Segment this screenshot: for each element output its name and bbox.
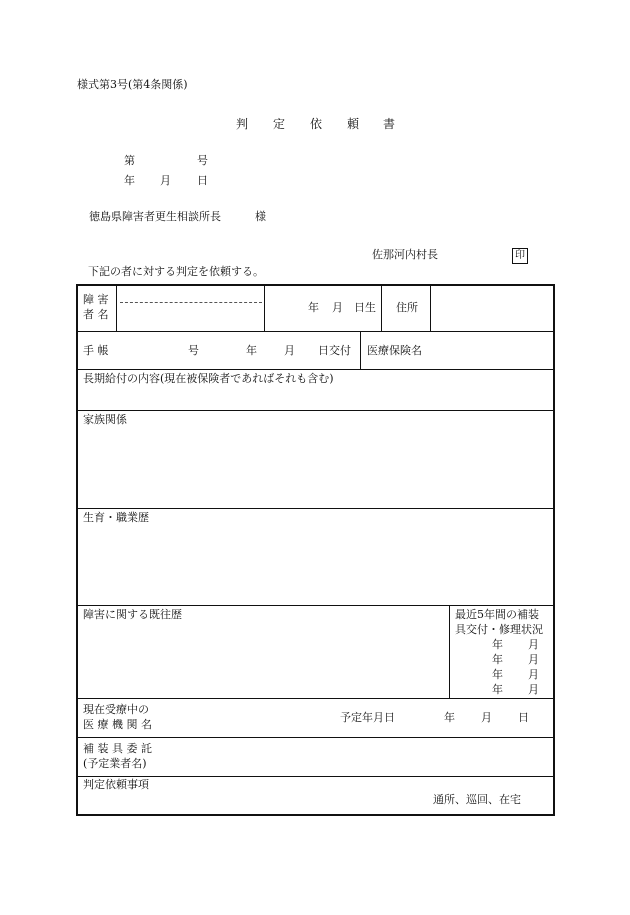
pension-label: 長期給付の内容(現在被保険者であればそれも含む) (83, 372, 334, 385)
entrust-label-line2: (予定業者名) (83, 757, 147, 770)
addressee-name: 徳島県障害者更生相談所長 (89, 210, 221, 223)
request-options: 通所、巡回、在宅 (433, 793, 521, 806)
doc-number-dai: 第 (124, 154, 135, 167)
person-label-line1: 障 害 (83, 293, 109, 306)
request-label: 判定依頼事項 (83, 778, 149, 791)
equipment-year: 年 (492, 653, 503, 666)
notebook-go: 号 (188, 344, 199, 357)
planned-date-label: 予定年月日 (340, 711, 395, 724)
seal-mark: 印 (512, 248, 528, 264)
birth-year: 年 (308, 301, 319, 314)
equipment-month: 月 (528, 638, 539, 651)
title-char: 書 (383, 117, 396, 131)
equipment-month: 月 (528, 683, 539, 696)
intro-text: 下記の者に対する判定を依頼する。 (88, 265, 264, 278)
addressee-honorific: 様 (255, 210, 266, 223)
equipment-year: 年 (492, 668, 503, 681)
doc-number-go: 号 (197, 154, 208, 167)
person-label-line2: 者 名 (83, 308, 109, 321)
date-year: 年 (124, 174, 135, 187)
equipment-month: 月 (528, 668, 539, 681)
date-day: 日 (197, 174, 208, 187)
treatment-label-line1: 現在受療中の (83, 703, 149, 716)
equipment-month: 月 (528, 653, 539, 666)
history-label: 障害に関する既往歴 (83, 608, 182, 621)
equipment-year: 年 (492, 638, 503, 651)
insurance-label: 医療保険名 (367, 344, 422, 357)
title-char: 判 (236, 117, 249, 131)
title-char: 依 (310, 117, 323, 131)
date-month: 月 (160, 174, 171, 187)
sender-name: 佐那河内村長 (372, 248, 438, 261)
address-label: 住所 (396, 301, 418, 314)
notebook-label: 手 帳 (83, 344, 109, 357)
birth-day: 日生 (354, 301, 376, 314)
career-label: 生育・職業歴 (83, 511, 149, 524)
title-char: 頼 (347, 117, 360, 131)
notebook-month: 月 (284, 344, 295, 357)
request-form-table (76, 284, 555, 816)
equipment-label-line2: 具交付・修理状況 (455, 623, 543, 636)
family-label: 家族関係 (83, 413, 127, 426)
notebook-issued: 日交付 (318, 344, 351, 357)
entrust-label-line1: 補 装 具 委 託 (83, 742, 152, 755)
title-char: 定 (273, 117, 286, 131)
treatment-label-line2: 医 療 機 関 名 (83, 718, 152, 731)
planned-month: 月 (481, 711, 492, 724)
birth-month: 月 (332, 301, 343, 314)
form-number: 様式第3号(第4条関係) (77, 78, 188, 91)
planned-year: 年 (444, 711, 455, 724)
equipment-year: 年 (492, 683, 503, 696)
equipment-label-line1: 最近5年間の補装 (455, 608, 539, 621)
notebook-year: 年 (246, 344, 257, 357)
planned-day: 日 (518, 711, 529, 724)
